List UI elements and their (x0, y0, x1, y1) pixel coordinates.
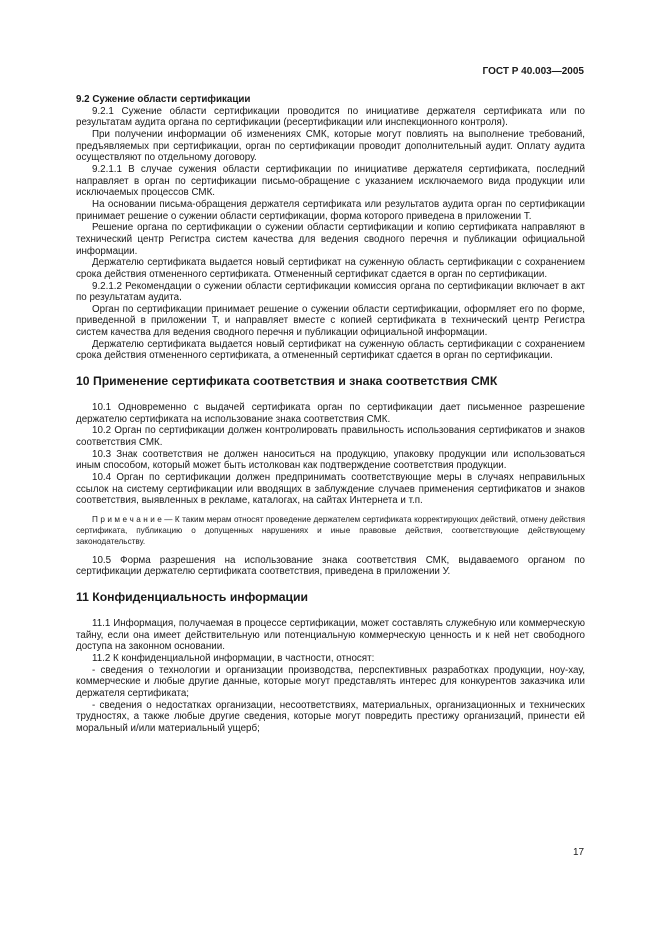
paragraph: Решение органа по сертификации о сужении области сертификации и копию сертификата направляют в технический центр Регистра систем качества для ведения сводного перечня и публикации официальной информации. (76, 222, 585, 257)
paragraph: 10.1 Одновременно с выдачей сертификата орган по сертификации дает письменное разрешение держателю сертификата на использование знака соответствия СМК. (76, 402, 585, 425)
list-item: - сведения о недостатках организации, несоответствиях, материальных, организационных и технических трудностях, а также любые другие сведения, которые могут повредить престижу организаций, принести ей моральный и/или материальный ущерб; (76, 699, 585, 734)
paragraph: 10.4 Орган по сертификации должен предпринимать соответствующие меры в случаях неправильных ссылок на систему сертификации или вводящих в заблуждение случаев применения сертификатов и знаков соответствия, выявленных в рекламе, каталогах, на сайтах Интернета и т.п. (76, 472, 585, 507)
subsection-heading-9-2: 9.2 Сужение области сертификации (76, 94, 251, 105)
paragraph: Держателю сертификата выдается новый сертификат на суженную область сертификации с сохранением срока действия отмененного сертификата. Отмененный сертификат сдается в орган по сертификации. (76, 257, 585, 280)
paragraph: 11.1 Информация, получаемая в процессе сертификации, может составлять служебную или коммерческую тайну, если она имеет действительную или потенциальную коммерческую ценность и к ней нет свободного доступа на законном основании. (76, 617, 585, 653)
paragraph: На основании письма-обращения держателя сертификата или результатов аудита орган по сертификации принимает решение о сужении области сертификации, форма которого приведена в приложении Т. (76, 198, 585, 222)
paragraph: 9.2.1.1 В случае сужения области сертификации по инициативе держателя сертификата, последний направляет в орган по сертификации письмо-обращение с указанием исключаемого вида продукции или исключаемых процессов СМК. (76, 163, 585, 199)
paragraph: 9.2.1.2 Рекомендации о сужении области сертификации комиссия органа по сертификации включает в акт по результатам аудита. (76, 280, 585, 304)
paragraph: 10.3 Знак соответствия не должен наноситься на продукцию, упаковку продукции или использоваться иным способом, который может быть истолкован как подтверждение соответствия продукции. (76, 448, 585, 472)
list-item: - сведения о технологии и организации производства, перспективных разработках продукции, ноу-хау, коммерческие и любые другие данные, которые могут представлять интерес для конкурентов заказчика или держателя сертификата; (76, 664, 585, 699)
paragraph: Орган по сертификации принимает решение о сужении области сертификации, оформляет его по форме, приведенной в приложении Т, и направляет вместе с копией сертификата в технический центр Регистра систем качества для ведения сводного перечня и публикации официальной информации. (76, 303, 585, 339)
note: П р и м е ч а н и е — К таким мерам относят проведение держателем сертификата корректирующих действий, отмену действия сертификата, публикацию о допущенных нарушениях и иные правовые действия, соответствующие действующему законодательству. (76, 515, 585, 547)
page-content (76, 94, 585, 734)
paragraph: Держателю сертификата выдается новый сертификат на суженную область сертификации с сохранением срока действия отмененного сертификата, а отмененный сертификат сдается в орган по сертификации. (76, 338, 585, 362)
section-heading-10: 10 Применение сертификата соответствия и знака соответствия СМК (76, 374, 498, 389)
paragraph: 10.5 Форма разрешения на использование знака соответствия СМК, выдаваемого органом по сертификации держателю сертификата соответствия, приведена в приложении У. (76, 554, 585, 578)
paragraph: При получении информации об изменениях СМК, которые могут повлиять на выполнение требований, предъявляемых при сертификации, орган по сертификации проводит дополнительный аудит. Оплату аудита осуществляют по отдельному договору. (76, 128, 585, 164)
paragraph: 11.2 К конфиденциальной информации, в частности, относят: (92, 652, 375, 664)
page-number: 17 (573, 847, 585, 858)
paragraph: 10.2 Орган по сертификации должен контролировать правильность использования сертификатов и знаков соответствия СМК. (76, 425, 585, 449)
paragraph: 9.2.1 Сужение области сертификации проводится по инициативе держателя сертификата или по результатам аудита органа по сертификации (ресертификации или инспекционного контроля). (76, 105, 585, 129)
document-code: ГОСТ Р 40.003—2005 (482, 66, 584, 77)
section-heading-11: 11 Конфиденциальность информации (76, 589, 309, 604)
